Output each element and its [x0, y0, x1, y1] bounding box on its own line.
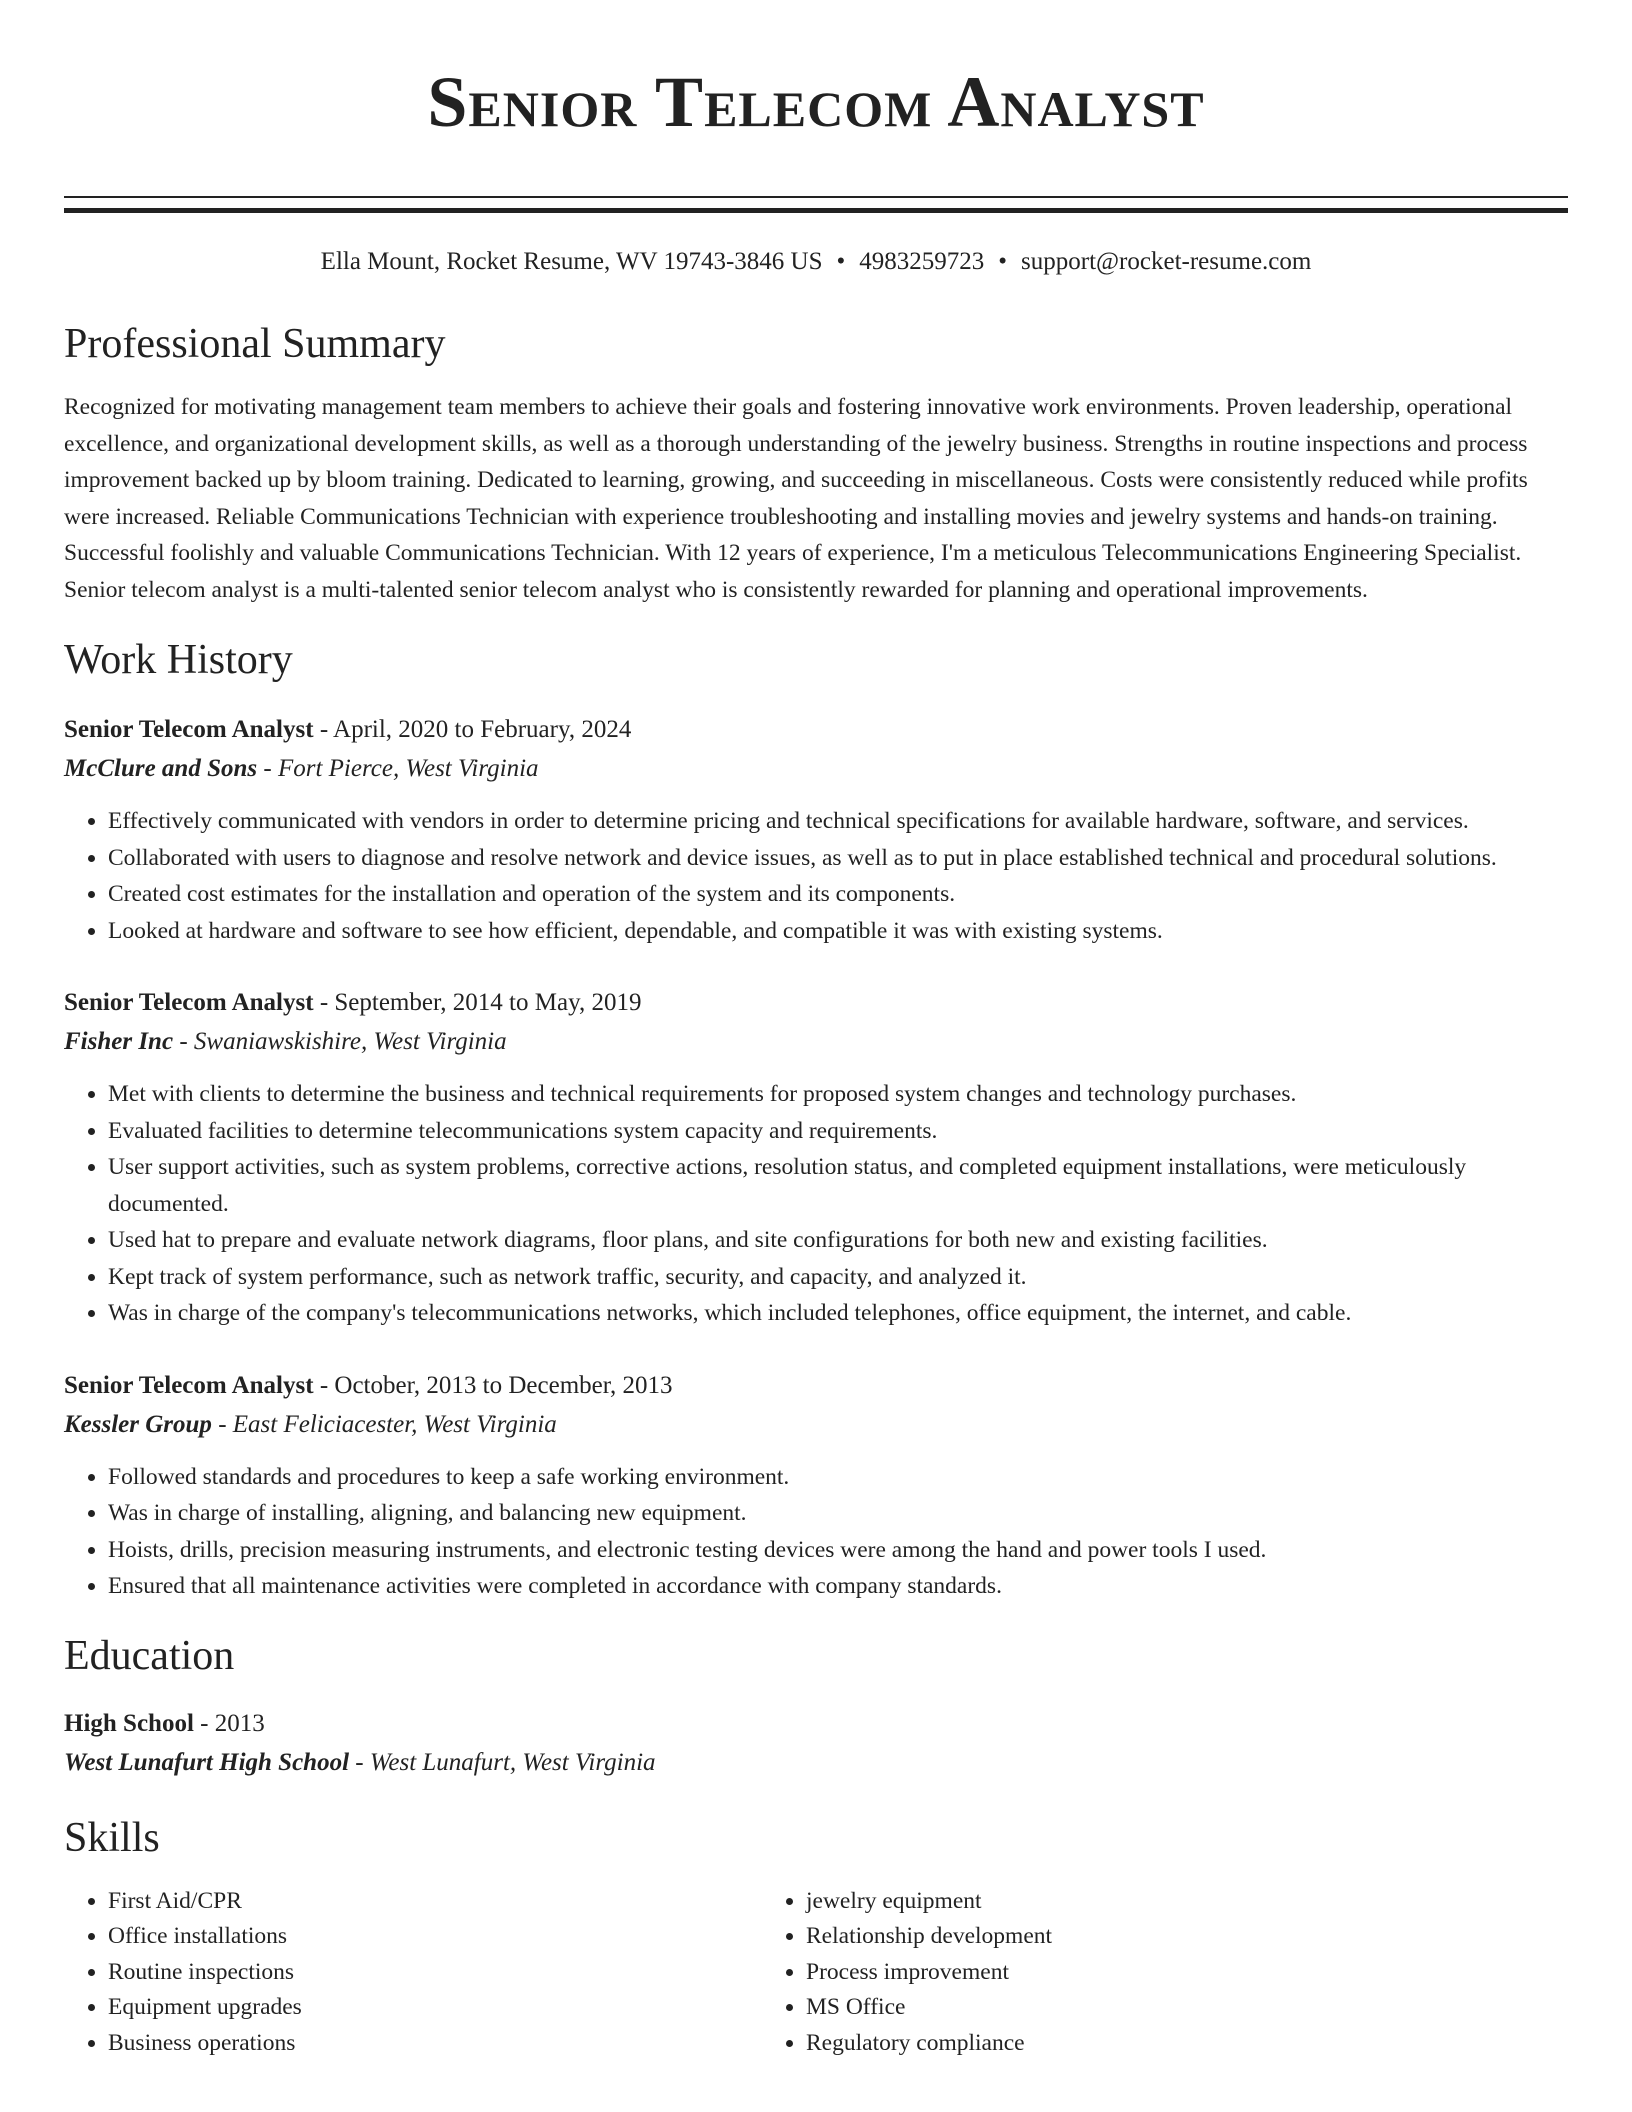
job-company: Fisher Inc	[64, 1028, 174, 1055]
education-school: West Lunafurt High School	[64, 1748, 350, 1776]
job-dates: - October, 2013 to December, 2013	[313, 1371, 673, 1399]
section-title-skills: Skills	[64, 1814, 160, 1861]
job-title: Senior Telecom Analyst	[64, 716, 314, 743]
job-bullet: • Ensured that all maintenance activities were completed in accordance with company standards.	[108, 1568, 1568, 1605]
job-bullet: • Looked at hardware and software to see how efficient, dependable, and compatible it was with existing systems.	[108, 913, 1568, 950]
education-entry	[64, 1704, 1568, 1782]
job-bullet: • Hoists, drills, precision measuring instruments, and electronic testing devices were among the hand and power tools I used.	[108, 1532, 1568, 1569]
job-location: - Swaniawskishire, West Virginia	[173, 1028, 507, 1055]
job-bullets	[64, 803, 1568, 949]
skill-item: • Regulatory compliance	[806, 2026, 1562, 2062]
resume-name-title: Senior Telecom Analyst	[427, 62, 1205, 142]
job-bullet: • Met with clients to determine the business and technical requirements for proposed system changes and technology purchases.	[108, 1076, 1568, 1113]
job-company: Kessler Group	[64, 1410, 212, 1438]
contact-email: support@rocket-resume.com	[1021, 248, 1312, 275]
section-title-work-history: Work History	[64, 637, 293, 683]
skill-item: • Office installations	[108, 1919, 762, 1955]
skills-columns	[64, 1884, 1568, 2062]
skill-item: • MS Office	[806, 1990, 1562, 2026]
contact-separator: •	[998, 248, 1008, 275]
job-entry	[64, 710, 1568, 949]
job-location: - Fort Pierce, West Virginia	[257, 755, 539, 782]
contact-separator: •	[836, 248, 846, 275]
job-bullet: • Kept track of system performance, such as network traffic, security, and capacity, and analyzed it.	[108, 1259, 1568, 1296]
job-location: - East Feliciacester, West Virginia	[211, 1410, 557, 1438]
job-bullet: • Was in charge of installing, aligning, and balancing new equipment.	[108, 1495, 1568, 1532]
job-entry	[64, 983, 1568, 1332]
job-company-line	[64, 1405, 1568, 1444]
summary-text: Recognized for motivating management team members to achieve their goals and fostering innovative work environments. Proven leadership, operational excellence, and organizational development skills, as well as a thorough understanding of the jewelry business. Strengths in routine inspections and process improvement backed up by bloom training. Dedicated to learning, growing, and succeeding in miscellaneous. Costs were consistently reduced while profits were increased. Reliable Communications Technician with experience troubleshooting and installing movies and jewelry systems and hands-on training. Successful foolishly and valuable Communications Technician. With 12 years of experience, I'm a meticulous Telecommunications Engineering Specialist. Senior telecom analyst is a multi-talented senior telecom analyst who is consistently rewarded for planning and operational improvements.	[64, 394, 1528, 603]
skill-item: • Equipment upgrades	[108, 1990, 762, 2026]
education-degree: High School	[64, 1709, 194, 1737]
skill-item: • Routine inspections	[108, 1955, 762, 1991]
job-bullets	[64, 1459, 1568, 1605]
job-bullet: • User support activities, such as system problems, corrective actions, resolution status, and completed equipment installations, were meticulously documented.	[108, 1149, 1568, 1222]
education-location: - West Lunafurt, West Virginia	[349, 1748, 656, 1776]
job-bullets	[64, 1076, 1568, 1332]
job-bullet: • Followed standards and procedures to keep a safe working environment.	[108, 1459, 1568, 1496]
section-title-summary: Professional Summary	[64, 321, 446, 367]
education-degree-line	[64, 1704, 1568, 1743]
skill-item: • Process improvement	[806, 1955, 1562, 1991]
job-title-line	[64, 1366, 1568, 1405]
skills-list-left	[64, 1884, 762, 2062]
contact-address: Ella Mount, Rocket Resume, WV 19743-3846 US	[320, 248, 823, 275]
job-title-line	[64, 710, 1568, 749]
job-bullet: • Was in charge of the company's telecommunications networks, which included telephones, office equipment, the internet, and cable.	[108, 1295, 1568, 1332]
skills-list-right	[762, 1884, 1562, 2062]
job-bullet: • Effectively communicated with vendors in order to determine pricing and technical specifications for available hardware, software, and services.	[108, 803, 1568, 840]
job-title-line	[64, 983, 1568, 1022]
job-entry	[64, 1366, 1568, 1605]
skill-item: • First Aid/CPR	[108, 1884, 762, 1920]
job-company-line	[64, 1022, 1568, 1061]
job-company-line	[64, 749, 1568, 788]
job-bullet: • Collaborated with users to diagnose and resolve network and device issues, as well as to put in place established technical and procedural solutions.	[108, 840, 1568, 877]
job-bullet: • Used hat to prepare and evaluate network diagrams, floor plans, and site configurations for both new and existing facilities.	[108, 1222, 1568, 1259]
skill-item: • jewelry equipment	[806, 1884, 1562, 1920]
contact-line	[64, 246, 1568, 278]
job-bullet: • Evaluated facilities to determine telecommunications system capacity and requirements.	[108, 1113, 1568, 1150]
education-year: - 2013	[193, 1709, 265, 1737]
job-dates: - April, 2020 to February, 2024	[313, 716, 632, 743]
education-school-line	[64, 1743, 1568, 1782]
skill-item: • Business operations	[108, 2026, 762, 2062]
job-bullet: • Created cost estimates for the installation and operation of the system and its components.	[108, 876, 1568, 913]
job-title: Senior Telecom Analyst	[64, 1371, 314, 1399]
header-double-rule	[64, 196, 1568, 213]
contact-phone: 4983259723	[859, 248, 985, 275]
job-dates: - September, 2014 to May, 2019	[313, 989, 642, 1016]
skill-item: • Relationship development	[806, 1919, 1562, 1955]
job-company: McClure and Sons	[64, 755, 258, 782]
section-title-education: Education	[64, 1632, 235, 1679]
job-title: Senior Telecom Analyst	[64, 989, 314, 1016]
